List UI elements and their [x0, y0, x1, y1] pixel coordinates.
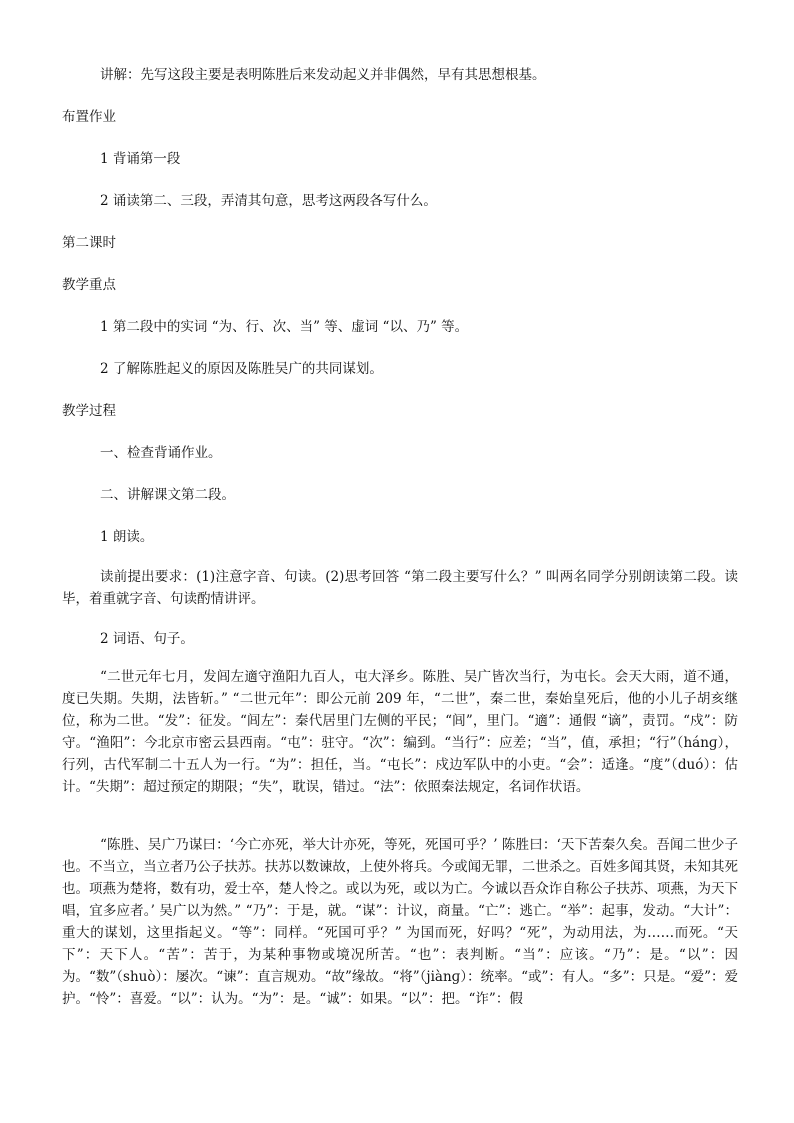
key-point-1: 1 第二段中的实词 “为、行、次、当” 等、虚词 “以、乃” 等。 [100, 319, 469, 335]
heading-key-points: 教学重点 [62, 277, 116, 293]
paragraph-reading-requirements: 读前提出要求：(1)注意字音、句读。(2)思考回答 “第二段主要写什么？” 叫两名同学分别朗读第二段。读毕，着重就字音、句读酌情讲评。 [62, 569, 738, 607]
heading-homework: 布置作业 [62, 109, 116, 125]
substep-reading: 1 朗读。 [100, 529, 154, 545]
homework-item-2: 2 诵读第二、三段，弄清其句意，思考这两段各写什么。 [100, 193, 437, 209]
paragraph-lecture-note: 讲解：先写这段主要是表明陈胜后来发动起义并非偶然，早有其思想根基。 [100, 67, 546, 83]
substep-words-sentences: 2 词语、句子。 [100, 631, 194, 647]
key-point-2: 2 了解陈胜起义的原因及陈胜吴广的共同谋划。 [100, 361, 383, 377]
heading-teaching-process: 教学过程 [62, 403, 116, 419]
heading-second-lesson: 第二课时 [62, 235, 116, 251]
homework-item-1: 1 背诵第一段 [100, 151, 181, 167]
process-step-1: 一、检查背诵作业。 [100, 445, 222, 461]
paragraph-annotation-2: “陈胜、吴广乃谋曰：‘今亡亦死，举大计亦死，等死，死国可乎？’ 陈胜曰：‘天下苦秦久矣。吾闻二世少子也。不当立，当立者乃公子扶苏。扶苏以数谏故，上使外将兵。今或闻无罪，二世杀之。百姓多闻其贤，未知其死也。项燕为楚将，数有功，爱士卒，楚人怜之。或以为死，或以为亡。今诚以吾众诈自称公子扶苏、项燕，为天下唱，宜多应者。’ 吴广以为然。” “乃”：于是，就。“谋”：计议，商量。“亡”：逃亡。“举”：起事，发动。“大计”：重大的谋划，这里指起义。“等”：同样。“死国可乎？” 为国而死，好吗？“死”，为动用法，为……而死。“天下”：天下人。“苦”：苦于，为某种事物或境况所苦。“也”：表判断。“当”：应该。“乃”：是。“以”：因为。“数”（shuò）：屡次。“谏”：直言规劝。“故”缘故。“将”（jiànɡ）：统率。“或”：有人。“多”：只是。“爱”：爱护。“怜”：喜爱。“以”：认为。“为”：是。“诚”：如果。“以”：把。“诈”：假 [62, 837, 738, 1007]
process-step-2: 二、讲解课文第二段。 [100, 487, 235, 503]
paragraph-annotation-1: “二世元年七月，发闾左適守渔阳九百人，屯大泽乡。陈胜、吴广皆次当行，为屯长。会天大雨，道不通，度已失期。失期，法皆斩。” “二世元年”：即公元前 209 年，“二世”，秦二世，秦始皇死后，他的小儿子胡亥继位，称为二世。“发”：征发。“闾左”：秦代居里门左侧的平民；“闾”，里门。“適”：通假 “谪”，责罚。“戍”：防守。“渔阳”：今北京市密云县西南。“屯”：驻守。“次”：编到。“当行”：应差；“当”，值，承担；“行”（hánɡ），行列，古代军制二十五人为一行。“为”：担任，当。“屯长”：戍边军队中的小吏。“会”：适逢。“度”（duó）：估计。“失期”：超过预定的期限；“失”，耽误，错过。“法”：依照秦法规定，名词作状语。 [62, 669, 738, 795]
